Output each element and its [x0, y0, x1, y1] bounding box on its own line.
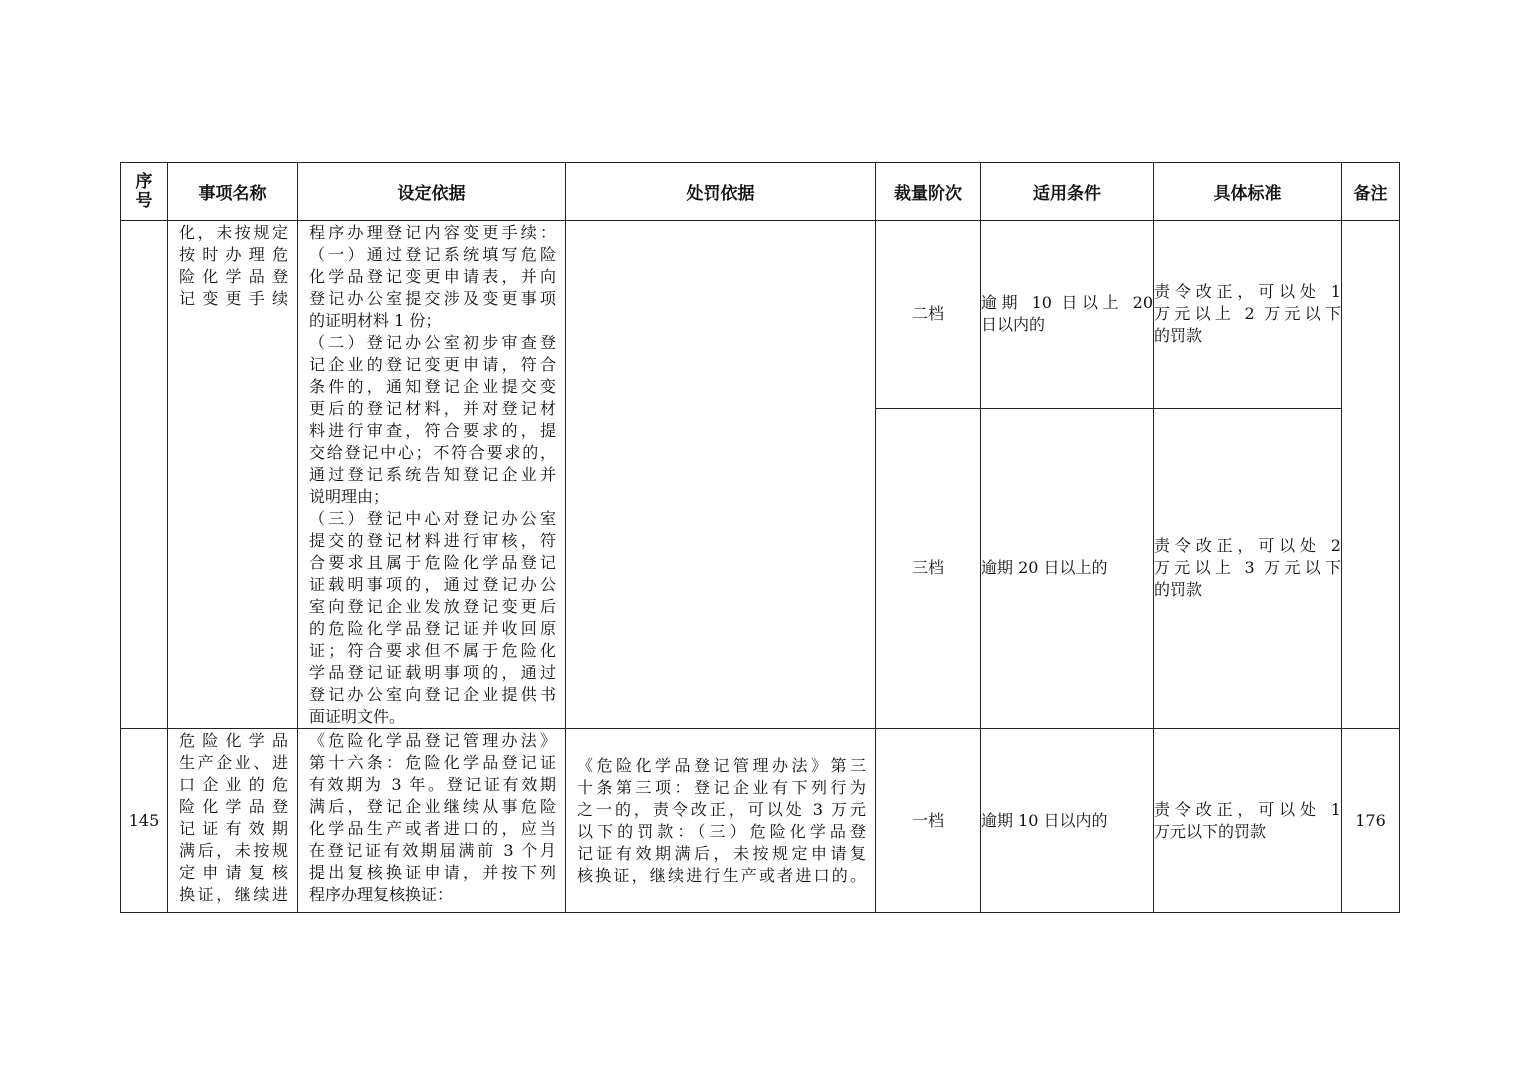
text-line: 说明理由；	[309, 487, 390, 506]
text-line: 登记办公室提交涉及变更事项	[309, 289, 556, 308]
text-line: 记企业的登记变更申请，符合	[309, 355, 556, 374]
standard-lines	[1154, 281, 1341, 347]
text-line: 提出复核换证申请，并按下列	[309, 863, 556, 882]
text-line: 的罚款	[1154, 580, 1203, 600]
text-line: 满后，登记企业继续从事危险	[309, 797, 556, 816]
text-line: 在登记证有效期届满前 3 个月	[309, 841, 556, 860]
cell-condition-3	[981, 408, 1154, 728]
text-line: 口企业的危	[179, 775, 288, 794]
header-basis-penalty: 处罚依据	[566, 163, 876, 221]
header-remark: 备注	[1342, 163, 1400, 221]
cell-seq-145: 145	[121, 729, 168, 913]
cell-level-2: 二档	[876, 221, 981, 409]
text-line: 满后，未按规	[179, 841, 288, 860]
text-line: 证；符合要求但不属于危险化	[309, 641, 556, 660]
text-line: 十条第三项：登记企业有下列行为	[577, 778, 866, 797]
text-line: 《危险化学品登记管理办法》第三	[577, 756, 866, 775]
text-line: 料进行审查，符合要求的，提	[309, 421, 556, 440]
standard-lines	[1154, 535, 1341, 601]
header-seq-char-1: 序	[135, 171, 153, 192]
table-row-continued-a	[121, 221, 1400, 409]
text-line: 万元以上 3 万元以下	[1154, 558, 1341, 578]
text-line: 的危险化学品登记证并收回原	[309, 619, 556, 638]
text-line: 合要求且属于危险化学品登记	[309, 553, 556, 572]
text-line: 逾期 10 日以内的	[981, 810, 1108, 830]
cell-remark-continued	[1342, 221, 1400, 729]
cell-level-1: 一档	[876, 729, 981, 913]
text-line: 换证，继续进	[179, 885, 288, 904]
text-line: 责令改正，可以处 2	[1154, 536, 1341, 556]
text-line: 程序办理登记内容变更手续：	[309, 223, 556, 242]
text-line: 室向登记企业发放登记变更后	[309, 597, 556, 616]
condition-lines	[981, 557, 1153, 579]
text-line: 有效期为 3 年。登记证有效期	[309, 775, 556, 794]
text-line: 化学品生产或者进口的，应当	[309, 819, 556, 838]
text-line: 险化学品登	[179, 797, 288, 816]
text-line: 逾期 20 日以上的	[981, 558, 1108, 578]
cell-standard-3	[1154, 408, 1342, 728]
text-line: 逾期 10 日以上 20	[981, 293, 1153, 313]
text-line: 更后的登记材料，并对登记材	[309, 399, 556, 418]
cell-seq-continued	[121, 221, 168, 729]
text-line: 危险化学品	[179, 731, 288, 750]
header-seq	[121, 163, 168, 221]
text-line: 的证明材料 1 份；	[309, 311, 442, 330]
table-header-row	[121, 163, 1400, 221]
cell-basis-penalty-145	[566, 729, 876, 913]
text-line: 学品登记证载明事项的，通过	[309, 663, 556, 682]
header-item-name: 事项名称	[168, 163, 298, 221]
text-line: 之一的，责令改正，可以处 3 万元	[577, 800, 866, 819]
text-line: 责令改正，可以处 1	[1154, 282, 1341, 302]
text-line: 化学品登记变更申请表，并向	[309, 267, 556, 286]
cell-standard-2	[1154, 221, 1342, 409]
header-level: 裁量阶次	[876, 163, 981, 221]
cell-basis-setting-145	[298, 729, 566, 913]
text-line: 万元以下的罚款	[1154, 821, 1267, 841]
header-basis-setting: 设定依据	[298, 163, 566, 221]
text-line: 责令改正，可以处 1	[1154, 799, 1341, 819]
header-standard: 具体标准	[1154, 163, 1342, 221]
text-line: 记证有效期满后，未按规定申请复	[577, 844, 866, 863]
text-line: 《危险化学品登记管理办法》	[309, 731, 556, 750]
text-line: 的罚款	[1154, 326, 1203, 346]
text-line: （二）登记办公室初步审查登	[309, 333, 556, 352]
text-line: 记变更手续	[179, 289, 288, 308]
standard-lines	[1154, 799, 1341, 843]
text-line: 记证有效期	[179, 819, 288, 838]
text-line: 核换证，继续进行生产或者进口的。	[577, 866, 866, 885]
condition-lines	[981, 810, 1153, 832]
text-line: 万元以上 2 万元以下	[1154, 304, 1341, 324]
text-line: 证载明事项的，通过登记办公	[309, 575, 556, 594]
cell-condition-2	[981, 221, 1154, 409]
cell-basis-penalty-continued	[566, 221, 876, 729]
text-line: （三）登记中心对登记办公室	[309, 509, 556, 528]
cell-condition-1	[981, 729, 1154, 913]
text-line: 日以内的	[981, 315, 1046, 335]
text-line: 登记办公室向登记企业提供书	[309, 685, 556, 704]
text-line: 程序办理复核换证：	[309, 885, 454, 904]
text-line: （一）通过登记系统填写危险	[309, 245, 556, 264]
item-name-lines	[168, 221, 297, 310]
text-line: 化，未按规定	[179, 223, 288, 242]
text-line: 通过登记系统告知登记企业并	[309, 465, 556, 484]
cell-item-name-continued	[168, 221, 298, 729]
cell-remark-145: 176	[1342, 729, 1400, 913]
text-line: 按时办理危	[179, 245, 288, 264]
text-line: 生产企业、进	[179, 753, 288, 772]
basis-penalty-lines	[566, 754, 875, 887]
text-line: 定申请复核	[179, 863, 288, 882]
basis-setting-lines	[298, 729, 565, 906]
text-line: 提交的登记材料进行审核，符	[309, 531, 556, 550]
text-line: 以下的罚款：（三）危险化学品登	[577, 822, 866, 841]
text-line: 交给登记中心；不符合要求的，	[309, 443, 556, 462]
header-condition: 适用条件	[981, 163, 1154, 221]
text-line: 第十六条：危险化学品登记证	[309, 753, 556, 772]
table-row-145	[121, 729, 1400, 913]
condition-lines	[981, 292, 1153, 336]
penalty-standard-table	[120, 162, 1400, 913]
text-line: 条件的，通知登记企业提交变	[309, 377, 556, 396]
header-seq-char-2: 号	[135, 190, 153, 211]
cell-level-3: 三档	[876, 408, 981, 728]
basis-setting-lines	[298, 221, 565, 728]
cell-standard-1	[1154, 729, 1342, 913]
text-line: 面证明文件。	[309, 707, 406, 726]
text-line: 险化学品登	[179, 267, 288, 286]
cell-item-name-145	[168, 729, 298, 913]
cell-basis-setting-continued	[298, 221, 566, 729]
item-name-lines	[168, 729, 297, 906]
